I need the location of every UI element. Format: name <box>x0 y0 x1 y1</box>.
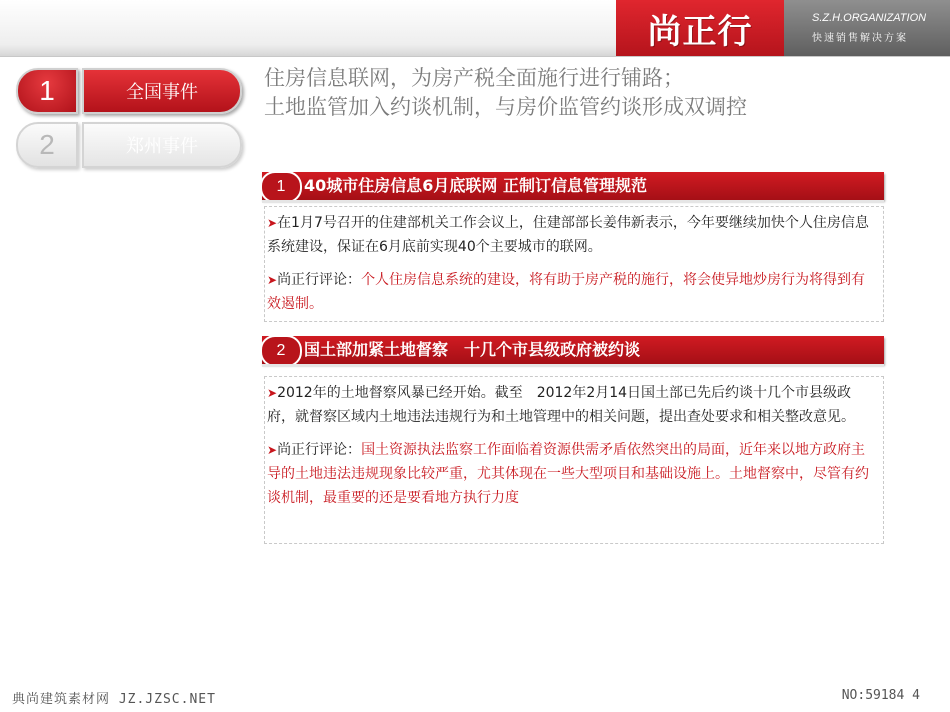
section-header-1 <box>262 172 884 200</box>
nav-item-label: 全国事件 <box>82 68 242 114</box>
fact-paragraph <box>267 211 879 259</box>
section-header-2 <box>262 336 884 364</box>
nav-item-national[interactable] <box>16 68 238 112</box>
comment-text: 国土资源执法监察工作面临着资源供需矛盾依然突出的局面，近年来以地方政府主导的土地违法违规现象比较严重，尤其体现在一些大型项目和基础设施上。土地督察中，尽管有约谈机制，最重要的还是要看地方执行力度 <box>267 442 869 506</box>
org-tagline: 快速销售解决方案 <box>812 33 908 44</box>
org-banner <box>784 0 950 56</box>
org-name: S.Z.H.ORGANIZATION <box>812 12 927 24</box>
nav-item-zhengzhou[interactable] <box>16 122 238 166</box>
fact-paragraph <box>267 381 879 429</box>
bullet-arrow-icon: ➤ <box>267 443 278 457</box>
slide-title-line1: 住房信息联网，为房产税全面施行进行铺路； <box>264 66 684 90</box>
bullet-arrow-icon: ➤ <box>267 273 278 287</box>
brand-logo-text: 尚正行 <box>647 11 753 52</box>
fact-text: 在1月7号召开的住建部机关工作会议上，住建部部长姜伟新表示，今年要继续加快个人住房信息系统建设，保证在6月底前实现40个主要城市的联网。 <box>267 215 869 255</box>
comment-label: 尚正行评论： <box>277 442 362 458</box>
footer-number: NO:59184 <box>841 688 905 703</box>
section-heading: 40城市住房信息6月底联网 正制订信息管理规范 <box>304 176 647 195</box>
section-content-2 <box>264 376 884 544</box>
section-number-badge: 2 <box>260 335 302 367</box>
bullet-arrow-icon: ➤ <box>267 386 278 400</box>
footer-id <box>842 688 920 703</box>
slide-title <box>264 64 904 122</box>
bullet-arrow-icon: ➤ <box>267 216 278 230</box>
slide-title-line2: 土地监管加入约谈机制，与房价监管约谈形成双调控 <box>264 95 747 119</box>
nav-item-label: 郑州事件 <box>82 122 242 168</box>
comment-paragraph <box>267 268 879 316</box>
nav-item-number: 2 <box>16 122 78 168</box>
section-heading: 国土部加紧土地督察 十几个市县级政府被约谈 <box>304 340 641 359</box>
brand-logo <box>616 0 784 56</box>
comment-label: 尚正行评论： <box>277 272 362 288</box>
fact-text: 2012年的土地督察风暴已经开始。截至 2012年2月14日国土部已先后约谈十几个市县级政府，就督察区域内土地违法违规行为和土地管理中的相关问题，提出查处要求和相关整改意见。 <box>267 385 855 425</box>
footer-watermark: 典尚建筑素材网 JZ.JZSC.NET <box>12 692 216 707</box>
nav-item-number: 1 <box>16 68 78 114</box>
section-number-badge: 1 <box>260 171 302 203</box>
comment-paragraph <box>267 438 879 510</box>
section-content-1 <box>264 206 884 322</box>
page-number: 4 <box>912 688 920 703</box>
comment-text: 个人住房信息系统的建设，将有助于房产税的施行，将会使异地炒房行为将得到有效遏制。 <box>267 272 866 312</box>
